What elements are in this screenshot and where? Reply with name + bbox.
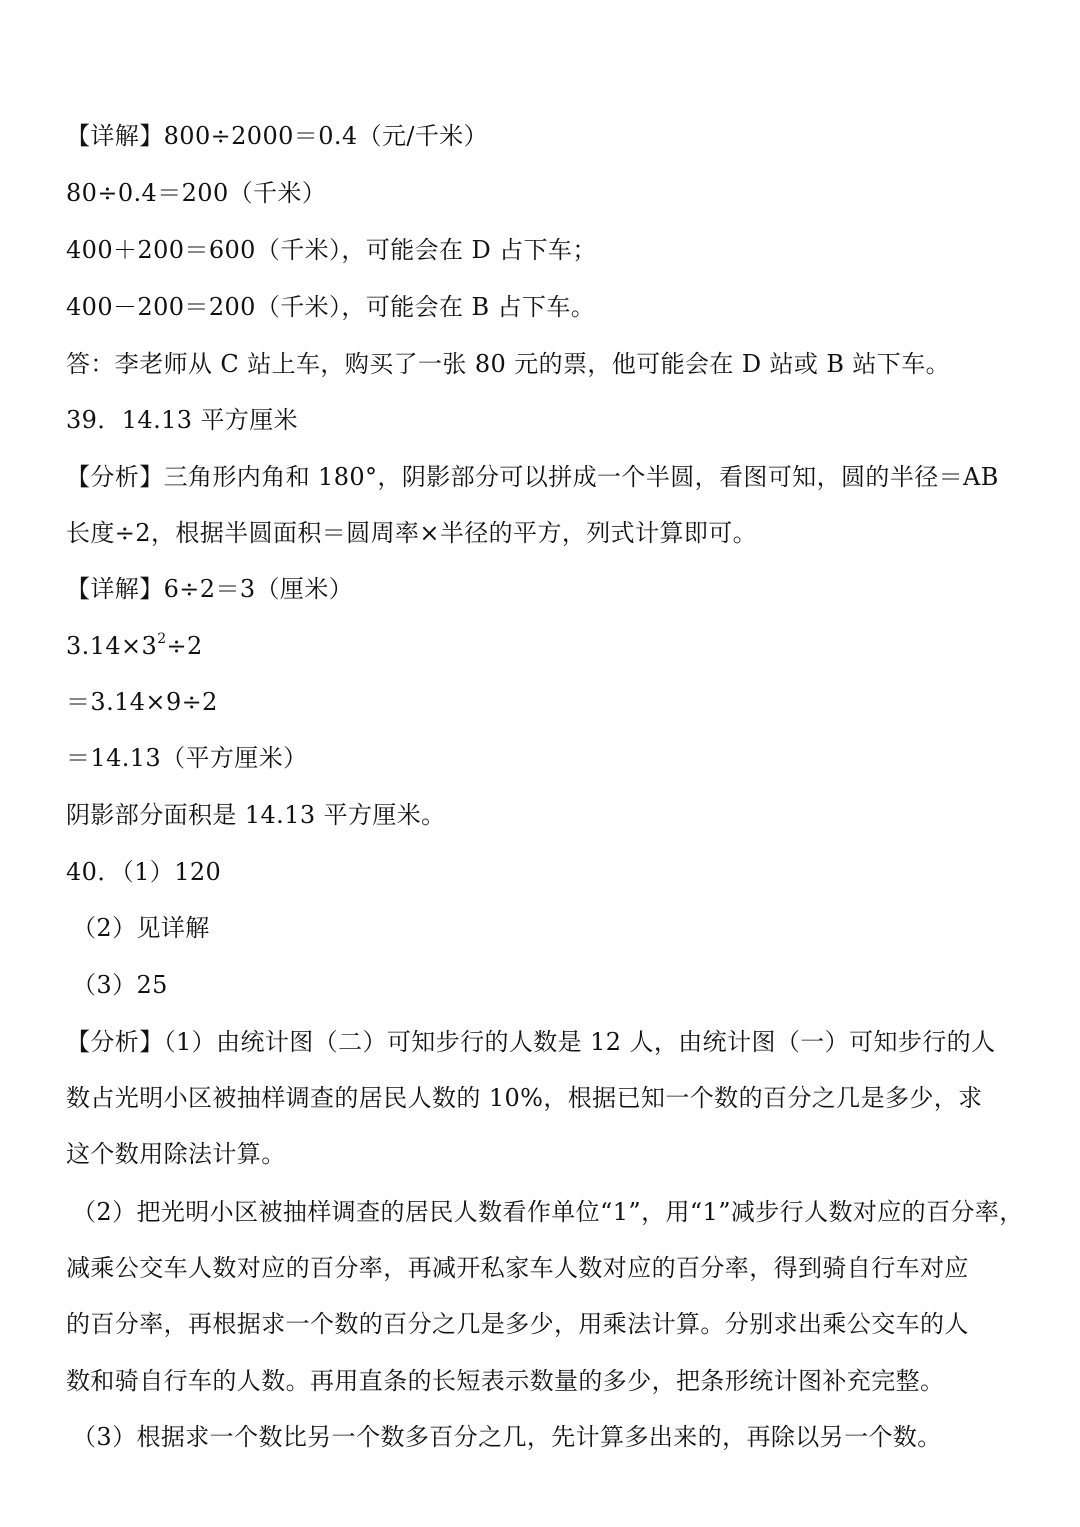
question-40-part-3: （3）25 — [72, 971, 168, 999]
text-line-calc-5: ＝14.13（平方厘米） — [66, 744, 308, 772]
text-line-detail-2: 【详解】6÷2＝3（厘米） — [66, 575, 354, 603]
text-line-analysis-9: 数和骑自行车的人数。再用直条的长短表示数量的多少，把条形统计图补充完整。 — [66, 1367, 945, 1395]
formula-base: 3.14×3 — [66, 632, 158, 660]
formula-tail: ÷2 — [166, 632, 203, 660]
text-line-result: 阴影部分面积是 14.13 平方厘米。 — [66, 801, 446, 829]
text-line-calc-3: 400－200＝200（千米），可能会在 B 占下车。 — [66, 293, 596, 321]
text-line-answer: 答：李老师从 C 站上车，购买了一张 80 元的票，他可能会在 D 站或 B 站下车。 — [66, 350, 951, 378]
text-line-analysis-3: 【分析】（1）由统计图（二）可知步行的人数是 12 人，由统计图（一）可知步行的人 — [66, 1028, 996, 1056]
question-40-part-2: （2）见详解 — [72, 914, 210, 942]
text-line-calc-4: ＝3.14×9÷2 — [66, 688, 218, 716]
formula-line — [66, 630, 203, 662]
text-line-analysis-1: 【分析】三角形内角和 180°，阴影部分可以拼成一个半圆，看图可知，圆的半径＝AB — [66, 463, 999, 491]
text-line-analysis-7: 减乘公交车人数对应的百分率，再减开私家车人数对应的百分率，得到骑自行车对应 — [66, 1254, 969, 1282]
text-line-analysis-8: 的百分率，再根据求一个数的百分之几是多少，用乘法计算。分别求出乘公交车的人 — [66, 1310, 969, 1338]
text-line-calc-2: 400＋200＝600（千米），可能会在 D 占下车； — [66, 236, 597, 264]
question-39-heading: 39．14.13 平方厘米 — [66, 406, 299, 434]
text-line-analysis-10: （3）根据求一个数比另一个数多百分之几，先计算多出来的，再除以另一个数。 — [72, 1423, 942, 1451]
question-40-heading: 40．（1）120 — [66, 858, 222, 886]
formula-exponent: 2 — [157, 631, 167, 647]
text-line-analysis-4: 数占光明小区被抽样调查的居民人数的 10%，根据已知一个数的百分之几是多少，求 — [66, 1084, 983, 1112]
text-line-analysis-2: 长度÷2，根据半圆面积＝圆周率×半径的平方，列式计算即可。 — [66, 519, 758, 547]
text-line-calc-1: 80÷0.4＝200（千米） — [66, 179, 327, 207]
text-line-analysis-6: （2）把光明小区被抽样调查的居民人数看作单位“1”，用“1”减步行人数对应的百分率， — [72, 1198, 1024, 1226]
text-line-detail-1: 【详解】800÷2000＝0.4（元/千米） — [66, 122, 489, 150]
text-line-analysis-5: 这个数用除法计算。 — [66, 1140, 286, 1168]
